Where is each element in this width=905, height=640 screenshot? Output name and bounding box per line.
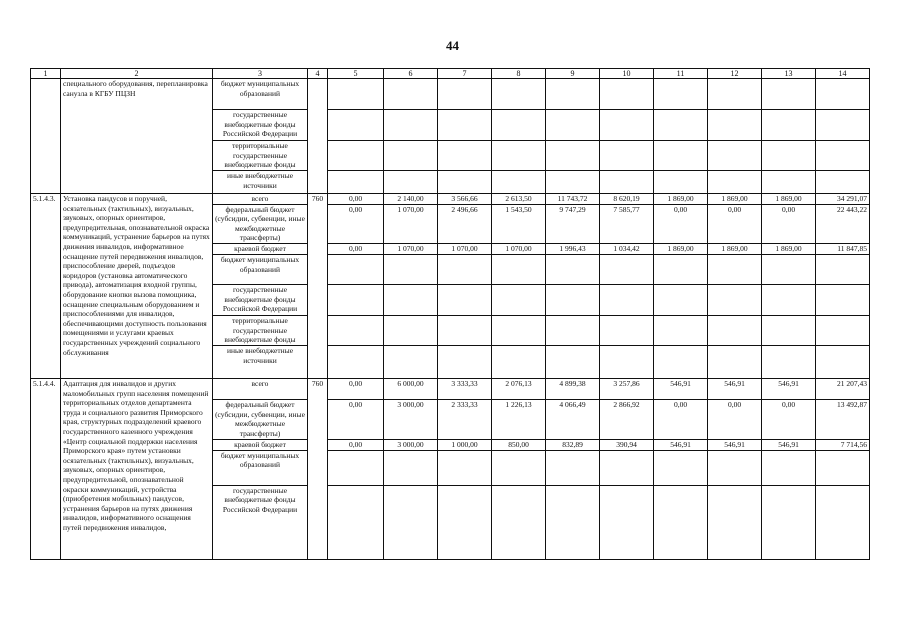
value-cell: 832,89 <box>546 439 600 450</box>
header-cell: 1 <box>31 69 61 79</box>
header-cell: 9 <box>546 69 600 79</box>
value-cell: 2 076,13 <box>492 378 546 399</box>
value-cell: 4 899,38 <box>546 378 600 399</box>
value-cell: 1 070,00 <box>384 204 438 243</box>
table-row <box>31 79 870 110</box>
table-row <box>31 378 870 399</box>
row-number: 5.1.4.3. <box>31 194 61 379</box>
value-cell: 1 543,50 <box>492 204 546 243</box>
value-cell: 6 000,00 <box>384 378 438 399</box>
value-cell: 22 443,22 <box>816 204 870 243</box>
value-cell: 1 869,00 <box>708 194 762 205</box>
value-cell: 0,00 <box>708 204 762 243</box>
value-cell: 1 869,00 <box>762 243 816 254</box>
header-cell: 4 <box>308 69 328 79</box>
source-cell: территориальные государственные внебюджетные фонды <box>213 141 308 171</box>
row-description: Адаптация для инвалидов и других маломобильных групп населения помещений территориальных отделов департамента труда и социального развития Приморского края, структурных подразделений краевого государственного казенного учреждения «Центр социальной поддержки населения Приморского края» путем установки осязательных (тактильных), визуальных, звуковых, опорных ориентиров, предупредительной, опознавательной окраски коммуникаций, устройства (приобретения мобильных) пандусов, устранения барьеров на путях движения инвалидов, информативного оснащения путей передвижения инвалидов, <box>61 378 213 559</box>
value-cell: 34 291,07 <box>816 194 870 205</box>
value-cell: 0,00 <box>762 399 816 439</box>
value-cell: 1 869,00 <box>654 243 708 254</box>
value-cell: 1 226,13 <box>492 399 546 439</box>
source-cell: федеральный бюджет (субсидии, субвенции, иные межбюджетные трансферты) <box>213 204 308 243</box>
code-cell: 760 <box>308 378 328 559</box>
value-cell: 0,00 <box>328 439 384 450</box>
value-cell: 546,91 <box>654 439 708 450</box>
header-cell: 5 <box>328 69 384 79</box>
value-cell: 0,00 <box>762 204 816 243</box>
value-cell: 2 866,92 <box>600 399 654 439</box>
value-cell: 1 070,00 <box>384 243 438 254</box>
value-cell: 7 714,56 <box>816 439 870 450</box>
value-cell: 0,00 <box>328 194 384 205</box>
value-cell: 1 869,00 <box>708 243 762 254</box>
code-cell <box>308 79 328 194</box>
source-cell: бюджет муниципальных образований <box>213 79 308 110</box>
value-cell: 3 257,86 <box>600 378 654 399</box>
value-cell: 3 000,00 <box>384 399 438 439</box>
value-cell: 1 034,42 <box>600 243 654 254</box>
header-cell: 12 <box>708 69 762 79</box>
value-cell: 1 070,00 <box>438 243 492 254</box>
page-number: 44 <box>446 38 459 53</box>
value-cell: 0,00 <box>654 204 708 243</box>
value-cell: 2 140,00 <box>384 194 438 205</box>
source-cell: государственные внебюджетные фонды Российской Федерации <box>213 284 308 315</box>
header-cell: 2 <box>61 69 213 79</box>
value-cell: 3 000,00 <box>384 439 438 450</box>
value-cell: 546,91 <box>708 378 762 399</box>
value-cell: 546,91 <box>762 378 816 399</box>
source-cell: государственные внебюджетные фонды Российской Федерации <box>213 485 308 559</box>
value-cell: 8 620,19 <box>600 194 654 205</box>
value-cell: 1 869,00 <box>654 194 708 205</box>
value-cell: 2 333,33 <box>438 399 492 439</box>
value-cell: 0,00 <box>328 204 384 243</box>
row-description: специального оборудования, перепланировка санузла в КГБУ ПЦЗН <box>61 79 213 194</box>
code-cell: 760 <box>308 194 328 379</box>
header-cell: 10 <box>600 69 654 79</box>
header-cell: 11 <box>654 69 708 79</box>
source-cell: территориальные государственные внебюджетные фонды <box>213 315 308 345</box>
value-cell: 7 585,77 <box>600 204 654 243</box>
header-cell: 13 <box>762 69 816 79</box>
value-cell: 9 747,29 <box>546 204 600 243</box>
value-cell: 1 070,00 <box>492 243 546 254</box>
value-cell: 13 492,87 <box>816 399 870 439</box>
header-row <box>31 69 870 79</box>
value-cell: 21 207,43 <box>816 378 870 399</box>
source-cell: краевой бюджет <box>213 243 308 254</box>
row-number <box>31 79 61 194</box>
value-cell: 0,00 <box>328 399 384 439</box>
source-cell: бюджет муниципальных образований <box>213 450 308 485</box>
header-cell: 3 <box>213 69 308 79</box>
source-cell: всего <box>213 378 308 399</box>
row-description: Установка пандусов и поручней, осязательных (тактильных), визуальных, звуковых, опорных ориентиров, предупредительная, опознавательной окраска коммуникаций, устранение барьеров на путях движения инвалидов, информативное оснащение путей передвижения инвалидов, приспособление дверей, подъездов коридоров (установка автоматического привода), автоматизация входной группы, оборудование кнопки вызова помощника, оснащение специальным оборудованием и приспособлениями для инвалидов, обеспечивающими доступность пользования помещениями и услугами краевых государственных учреждений социального обслуживания <box>61 194 213 379</box>
value-cell: 0,00 <box>328 243 384 254</box>
source-cell: иные внебюджетные источники <box>213 171 308 194</box>
value-cell: 546,91 <box>762 439 816 450</box>
value-cell: 1 869,00 <box>762 194 816 205</box>
row-number: 5.1.4.4. <box>31 378 61 559</box>
header-cell: 6 <box>384 69 438 79</box>
source-cell: иные внебюджетные источники <box>213 345 308 378</box>
budget-table <box>30 68 870 560</box>
value-cell: 4 066,49 <box>546 399 600 439</box>
source-cell: краевой бюджет <box>213 439 308 450</box>
value-cell: 3 333,33 <box>438 378 492 399</box>
value-cell: 2 496,66 <box>438 204 492 243</box>
header-cell: 7 <box>438 69 492 79</box>
value-cell: 546,91 <box>654 378 708 399</box>
source-cell: всего <box>213 194 308 205</box>
source-cell: бюджет муниципальных образований <box>213 254 308 284</box>
table-row <box>31 194 870 205</box>
value-cell: 850,00 <box>492 439 546 450</box>
value-cell: 1 996,43 <box>546 243 600 254</box>
value-cell: 2 613,50 <box>492 194 546 205</box>
header-cell: 8 <box>492 69 546 79</box>
value-cell: 0,00 <box>328 378 384 399</box>
header-cell: 14 <box>816 69 870 79</box>
value-cell: 11 847,85 <box>816 243 870 254</box>
value-cell: 3 566,66 <box>438 194 492 205</box>
value-cell: 0,00 <box>654 399 708 439</box>
value-cell: 1 000,00 <box>438 439 492 450</box>
value-cell: 0,00 <box>708 399 762 439</box>
source-cell: государственные внебюджетные фонды Российской Федерации <box>213 110 308 141</box>
value-cell: 390,94 <box>600 439 654 450</box>
value-cell: 546,91 <box>708 439 762 450</box>
value-cell: 11 743,72 <box>546 194 600 205</box>
source-cell: федеральный бюджет (субсидии, субвенции, иные межбюджетные трансферты) <box>213 399 308 439</box>
